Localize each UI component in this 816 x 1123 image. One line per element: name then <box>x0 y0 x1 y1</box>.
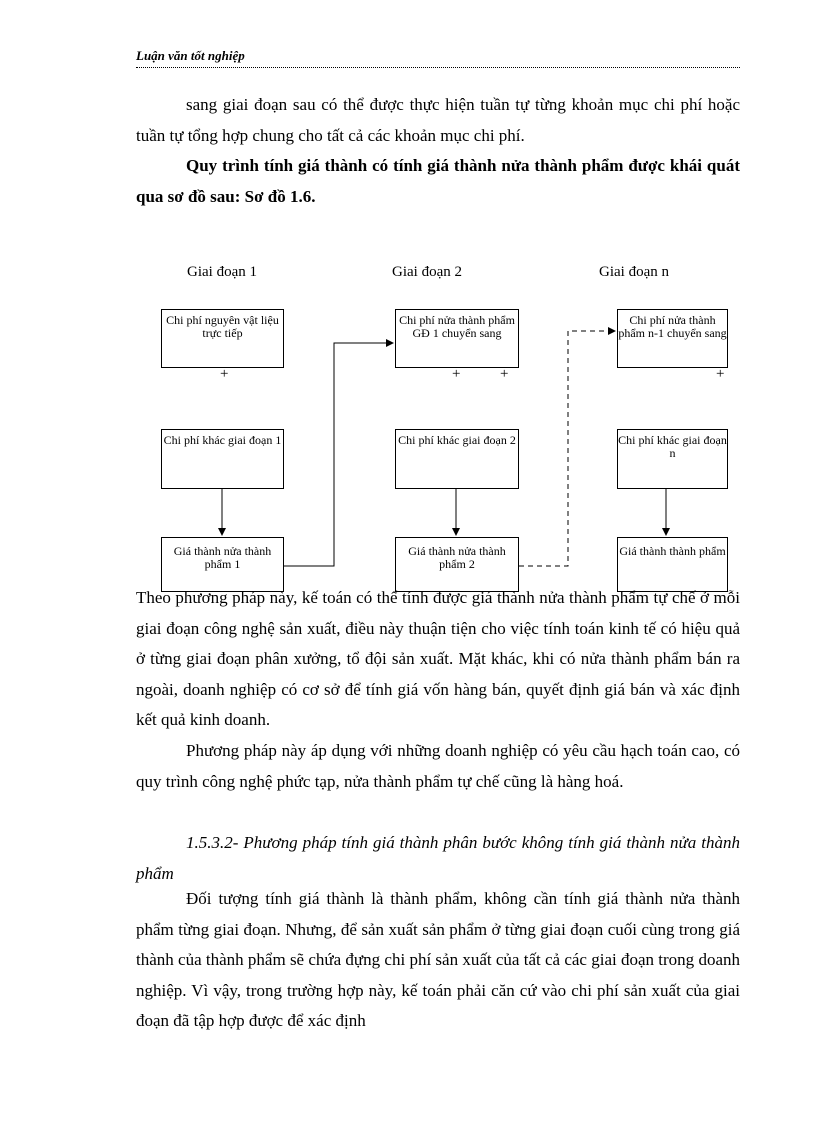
plus-sign: + <box>452 366 461 382</box>
body-paragraph-3: Đối tượng tính giá thành là thành phẩm, không cần tính giá thành nửa thành phẩm từng giai đoạn. Nhưng, để sản xuất sản phẩm ở từng giai đoạn cuối cùng trong giá thành của thành phẩm sẽ chứa đựng chi phí sản xuất của tất cả các giai đoạn trong doanh nghiệp. Vì vậy, trong trường hợp này, kế toán phải căn cứ vào chi phí sản xuất của giai đoạn đã tập hợp được để xác định <box>136 889 740 1030</box>
stage1-semi-product-cost-box: Giá thành nửa thành phẩm 1 <box>161 537 284 592</box>
arrow-stage2-to-stagen <box>519 331 615 566</box>
stagen-title: Giai đoạn n <box>599 264 669 280</box>
body-paragraph-2: Phương pháp này áp dụng với những doanh nghiệp có yêu cầu hạch toán cao, có quy trình công nghệ phức tạp, nửa thành phẩm tự chế cũng là hàng hoá. <box>136 741 740 791</box>
stagen-other-cost-box: Chi phí khác giai đoạn n <box>617 429 728 489</box>
stage1-other-cost-box: Chi phí khác giai đoạn 1 <box>161 429 284 489</box>
stage2-semi-product-cost-box: Giá thành nửa thành phẩm 2 <box>395 537 519 592</box>
stage2-transferred-cost-box: Chi phí nửa thành phẩm GĐ 1 chuyển sang <box>395 309 519 368</box>
plus-sign: + <box>500 366 509 382</box>
intro-paragraph-1: sang giai đoạn sau có thể được thực hiện tuần tự từng khoản mục chi phí hoặc tuần tự tổng hợp chung cho tất cả các khoản mục chi phí. <box>136 95 740 145</box>
stagen-transferred-cost-box: Chi phí nửa thành phẩm n-1 chuyển sang <box>617 309 728 368</box>
arrow-stage1-to-stage2 <box>284 343 393 566</box>
body-paragraph-1: Theo phương pháp này, kế toán có thể tính được giá thành nửa thành phẩm tự chế ở mỗi giai đoạn công nghệ sản xuất, điều này thuận tiện cho việc tính toán kinh tế có hiệu quả ở từng giai đoạn phân xưởng, tổ đội sản xuất. Mặt khác, khi có nửa thành phẩm bán ra ngoài, doanh nghiệp có cơ sở để tính giá vốn hàng bán, quyết định giá bán và xác định kết quả kinh doanh. <box>136 588 740 729</box>
plus-sign: + <box>220 366 229 382</box>
running-header: Luận văn tốt nghiệp <box>136 48 245 63</box>
plus-sign: + <box>716 366 725 382</box>
section-heading: 1.5.3.2- Phương pháp tính giá thành phân bước không tính giá thành nửa thành phẩm <box>136 833 740 883</box>
stage1-material-cost-box: Chi phí nguyên vật liệu trực tiếp <box>161 309 284 368</box>
intro-paragraph-2: Quy trình tính giá thành có tính giá thành nửa thành phẩm được khái quát qua sơ đồ sau: Sơ đồ 1.6. <box>136 156 740 206</box>
stage2-other-cost-box: Chi phí khác giai đoạn 2 <box>395 429 519 489</box>
stagen-finished-product-cost-box: Giá thành thành phẩm <box>617 537 728 592</box>
stage1-title: Giai đoạn 1 <box>187 264 257 280</box>
stage2-title: Giai đoạn 2 <box>392 264 462 280</box>
